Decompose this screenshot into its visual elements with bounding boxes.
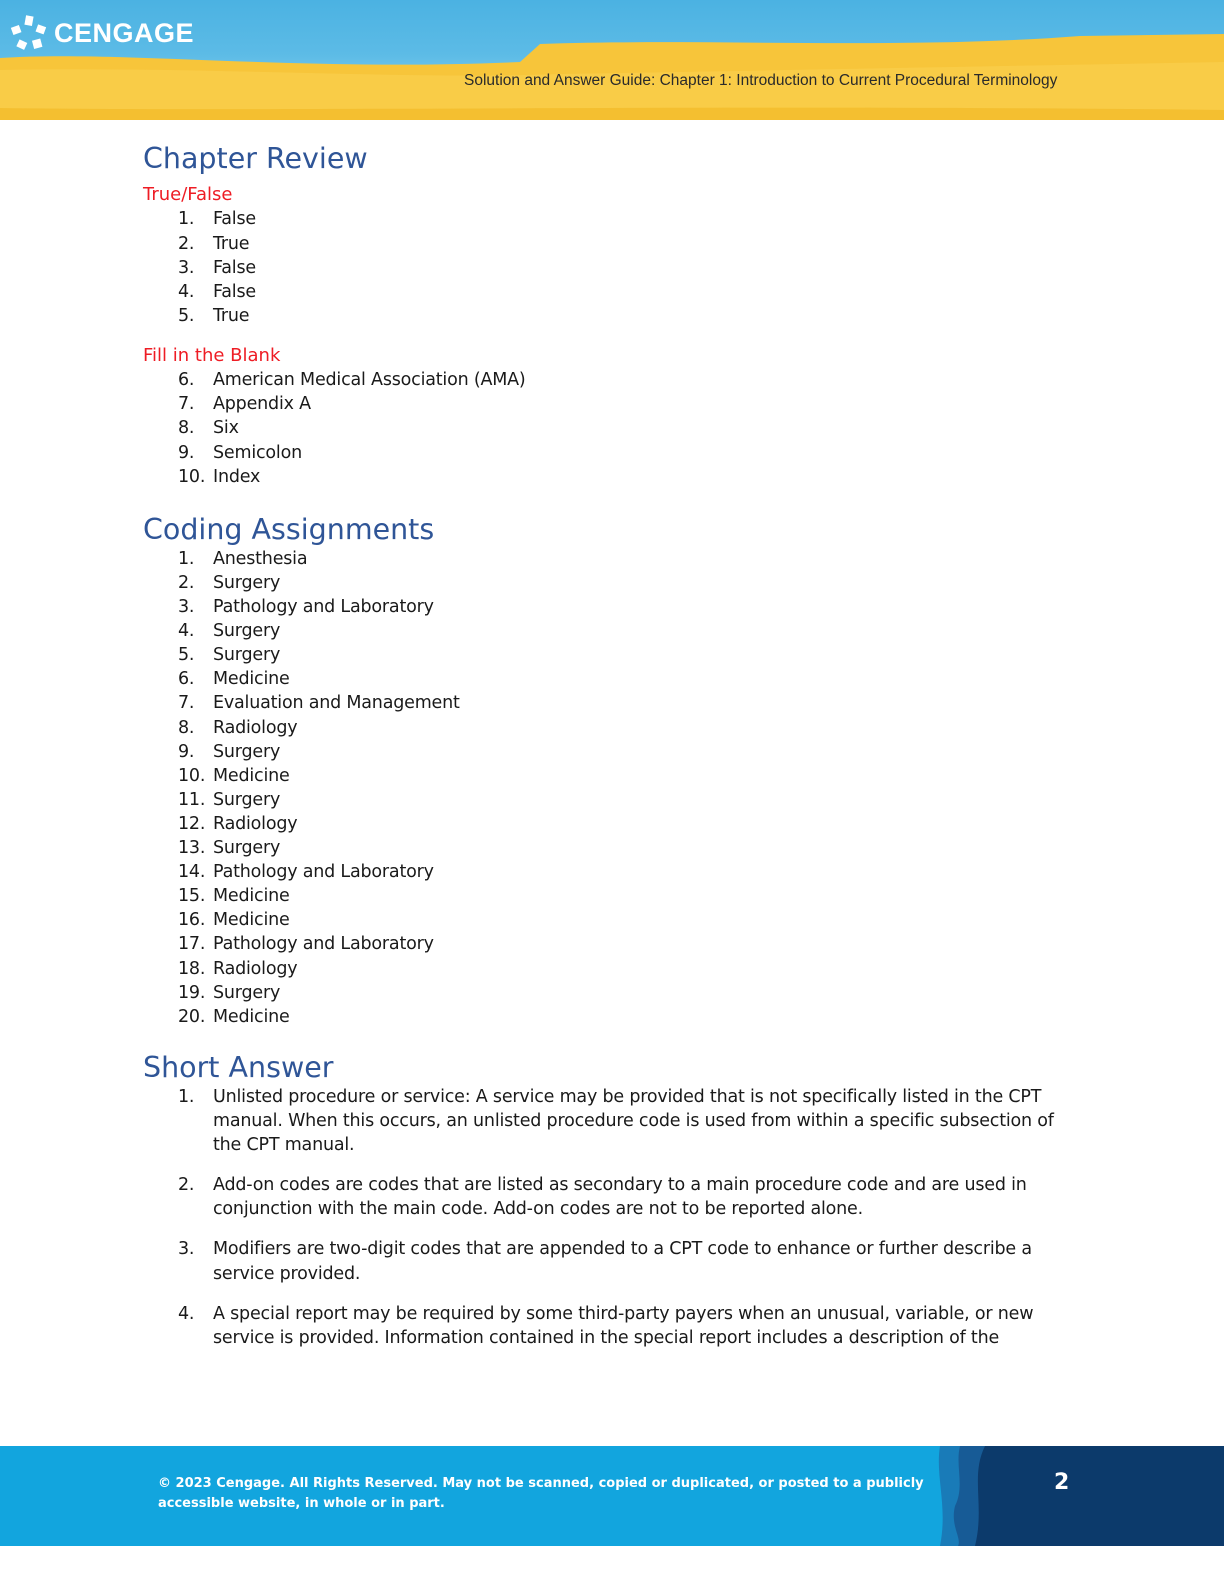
- list-item: 2. True: [178, 233, 250, 254]
- list-item: 3. Modifiers are two-digit codes that are appended to a CPT code to enhance or further describe a service provided.: [178, 1239, 1032, 1284]
- list-item: 2. Add-on codes are codes that are listed as secondary to a main procedure code and are used in conjunction with the main code. Add-on codes are not to be reported alone.: [178, 1175, 1027, 1220]
- fill-in-blank-list: [143, 368, 1073, 488]
- coding-assignments-list: [143, 547, 1073, 1029]
- list-item: 8. Six: [178, 418, 239, 439]
- coding-assignments-heading: Coding Assignments: [143, 512, 435, 546]
- list-item: 4. Surgery: [178, 621, 281, 642]
- cengage-logo-icon: [10, 14, 48, 52]
- brand-name: CENGAGE: [54, 17, 195, 48]
- list-item: 17. Pathology and Laboratory: [178, 934, 434, 955]
- list-item: 11. Surgery: [178, 789, 281, 810]
- list-item: 4. A special report may be required by some third-party payers when an unusual, variable, or new service is provided. Information contained in the special report includes a description of the: [178, 1303, 1034, 1348]
- true-false-list: [143, 207, 1073, 327]
- list-item: 9. Surgery: [178, 741, 281, 762]
- true-false-heading: True/False: [143, 184, 233, 206]
- short-answer-heading: Short Answer: [143, 1050, 334, 1084]
- list-item: 16. Medicine: [178, 910, 290, 931]
- chapter-review-heading: Chapter Review: [143, 142, 368, 175]
- list-item: 2. Surgery: [178, 573, 281, 593]
- main-content: [143, 142, 1073, 1366]
- list-item: 4. False: [178, 281, 256, 302]
- copyright-notice: © 2023 Cengage. All Rights Reserved. May not be scanned, copied or duplicated, or posted to a publicly accessible website, in whole or in part.: [158, 1476, 924, 1511]
- list-item: 3. False: [178, 257, 256, 278]
- list-item: 18. Radiology: [178, 958, 298, 979]
- list-item: 6. Medicine: [178, 669, 290, 690]
- list-item: 19. Surgery: [178, 982, 281, 1003]
- list-item: 5. True: [178, 305, 250, 326]
- page-header: [0, 0, 1224, 120]
- document-title: Solution and Answer Guide: Chapter 1: Introduction to Current Procedural Terminology: [464, 72, 1058, 89]
- list-item: 20. Medicine: [178, 1006, 290, 1027]
- list-item: 10. Index: [178, 466, 261, 487]
- list-item: 15. Medicine: [178, 886, 290, 907]
- list-item: 7. Appendix A: [178, 394, 311, 415]
- cengage-logo: [10, 14, 194, 52]
- page-footer: [0, 1446, 1224, 1546]
- list-item: 1. Unlisted procedure or service: A service may be provided that is not specifically listed in the CPT manual. When this occurs, an unlisted procedure code is used from within a specific subsection of the CPT manual.: [178, 1086, 1054, 1156]
- list-item: 6. American Medical Association (AMA): [178, 370, 526, 391]
- list-item: 1. Anesthesia: [178, 548, 308, 569]
- list-item: 5. Surgery: [178, 645, 281, 666]
- page-number: 2: [1054, 1470, 1070, 1495]
- list-item: 1. False: [178, 209, 256, 230]
- list-item: 10. Medicine: [178, 765, 290, 786]
- list-item: 8. Radiology: [178, 717, 298, 738]
- list-item: 14. Pathology and Laboratory: [178, 862, 434, 883]
- short-answer-list: [143, 1085, 1073, 1350]
- list-item: 9. Semicolon: [178, 442, 302, 463]
- fill-in-blank-heading: Fill in the Blank: [143, 344, 281, 366]
- list-item: 3. Pathology and Laboratory: [178, 597, 434, 618]
- list-item: 13. Surgery: [178, 838, 281, 859]
- list-item: 12. Radiology: [178, 813, 298, 834]
- list-item: 7. Evaluation and Management: [178, 693, 460, 714]
